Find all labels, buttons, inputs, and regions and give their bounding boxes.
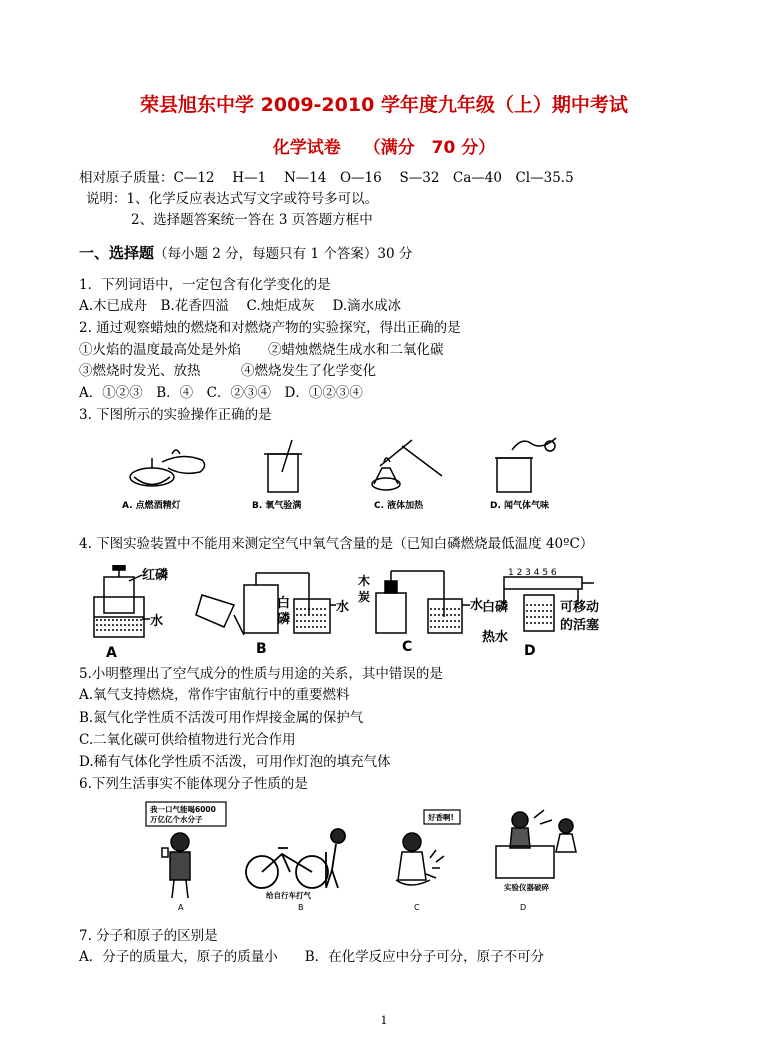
q6-d-caption: 实验仪器破碎: [504, 883, 549, 892]
q3-smell-gas-icon: [495, 438, 556, 492]
q5-option-b: B.氮气化学性质不活泼可用作焊接金属的保护气: [79, 710, 364, 726]
q6-stem: 6.下列生活事实不能体现分子性质的是: [79, 776, 308, 792]
q5-option-d: D.稀有气体化学性质不活泼，可用作灯泡的填充气体: [79, 754, 391, 770]
q3-stem: 3. 下图所示的实验操作正确的是: [79, 407, 272, 423]
q3-label-d: D. 闻气体气味: [490, 501, 550, 511]
q2-line2: ③燃烧时发光、放热 ④燃烧发生了化学变化: [79, 363, 376, 379]
q7-stem: 7. 分子和原子的区别是: [79, 928, 218, 944]
q3-alcohol-lamp-icon: [130, 450, 205, 486]
q4-b-white-p-1: 白: [277, 596, 291, 611]
q6-b-bicycle-icon: [246, 829, 345, 888]
q6-a-bubble-line1: 我一口气能喝6000: [150, 805, 216, 814]
q1-stem: 1．下列词语中，一定包含有化学变化的是: [79, 277, 331, 293]
q6-figure: [140, 798, 600, 916]
q4-c-charcoal-2: 炭: [358, 590, 371, 604]
q3-figure: [112, 432, 572, 512]
q3-label-b: B. 氧气验满: [252, 501, 302, 511]
q5-option-a: A.氧气支持燃烧，常作宇宙航行中的重要燃料: [79, 687, 350, 703]
q4-d-hot-water: 热水: [482, 630, 509, 645]
q4-d-letter: D: [524, 643, 536, 659]
q2-options: A．①②③ B．④ C．②③④ D．①②③④: [79, 385, 363, 401]
q5-option-c: C.二氧化碳可供给植物进行光合作用: [79, 732, 296, 748]
exam-title: 荣县旭东中学 2009-2010 学年度九年级（上）期中考试: [140, 94, 628, 116]
q4-a-red-phosphorus: 红磷: [142, 568, 169, 583]
section-title: 一、选择题: [79, 244, 155, 262]
q4-c-water: 水: [470, 598, 484, 613]
q4-b-water: 水: [336, 600, 350, 615]
q6-a-bubble-line2: 万亿亿个水分子: [150, 815, 203, 824]
q3-label-c: C. 液体加热: [374, 501, 424, 511]
q2-stem: 2. 通过观察蜡烛的燃烧和对燃烧产物的实验探究，得出正确的是: [79, 320, 461, 336]
q4-d-scale: 1 2 3 4 5 6: [508, 568, 557, 578]
note-1: 说明：1、化学反应表达式写文字或符号多可以。: [86, 191, 379, 207]
q4-d-piston-1: 可移动: [560, 600, 600, 615]
q4-a-water: 水: [150, 614, 164, 629]
section-desc: （每小题 2 分，每题只有 1 个答案）30 分: [154, 246, 413, 262]
q4-figure: [84, 565, 624, 665]
q4-b-letter: B: [256, 641, 267, 657]
q4-stem: 4. 下图实验装置中不能用来测定空气中氧气含量的是（已知白磷燃烧最低温度 40ºC）: [79, 536, 594, 552]
q4-d-white-p: 白磷: [482, 600, 509, 615]
q6-a-boy-icon: [162, 833, 190, 898]
atomic-masses: 相对原子质量：C—12 H—1 N—14 O—16 S—32 Ca—40 Cl—35.5: [79, 170, 574, 186]
q6-b-caption: 给自行车打气: [266, 891, 311, 900]
q6-c-bubble: 好香啊!: [428, 813, 454, 822]
section-heading: [79, 244, 412, 263]
q4-c-charcoal-1: 木: [358, 574, 371, 588]
q4-apparatus-b: [196, 573, 336, 635]
q7-options: A．分子的质量大，原子的质量小 B．在化学反应中分子可分，原子不可分: [79, 949, 545, 965]
q6-letter-d: D: [520, 903, 527, 912]
page-number: 1: [380, 1014, 388, 1027]
q5-stem: 5.小明整理出了空气成分的性质与用途的关系，其中错误的是: [79, 666, 443, 682]
q4-a-letter: A: [106, 645, 117, 661]
q6-c-girl-icon: [396, 833, 444, 885]
q2-line1: ①火焰的温度最高处是外焰 ②蜡烛燃烧生成水和二氧化碳: [79, 342, 444, 358]
q6-letter-a: A: [178, 903, 184, 912]
q3-liquid-heating-icon: [372, 440, 442, 490]
q6-letter-c: C: [414, 903, 420, 912]
q4-apparatus-c: [376, 571, 470, 633]
exam-subtitle: 化学试卷 （满分 70 分）: [272, 138, 496, 158]
q4-c-letter: C: [402, 639, 413, 655]
q6-d-lab-icon: [496, 810, 576, 878]
q3-gas-bottle-icon: [264, 440, 302, 492]
q1-options: A.木已成舟 B.花香四溢 C.烛炬成灰 D.滴水成冰: [79, 298, 402, 314]
q6-letter-b: B: [298, 903, 304, 912]
q4-d-piston-2: 的活塞: [560, 618, 600, 633]
q3-label-a: A. 点燃酒精灯: [122, 501, 181, 511]
q4-b-white-p-2: 磷: [277, 612, 291, 627]
note-2: 2、选择题答案统一答在 3 页答题方框中: [131, 212, 373, 228]
